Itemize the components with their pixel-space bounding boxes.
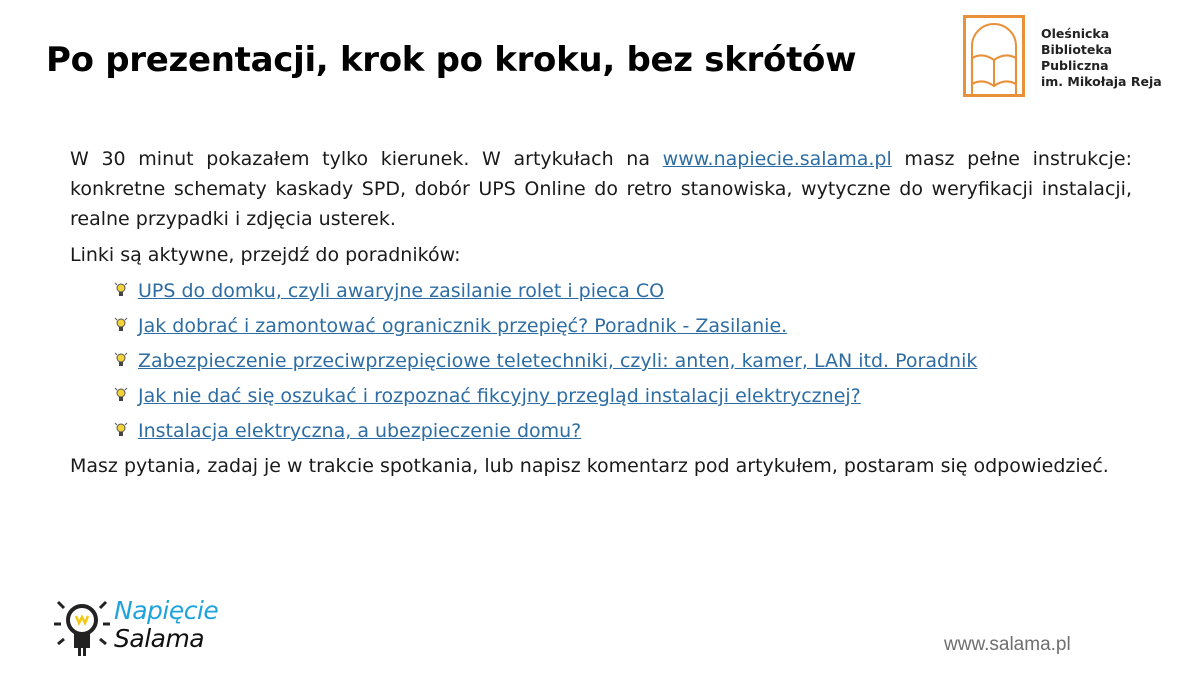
guide-link-surge-limiter[interactable]: Jak dobrać i zamontować ogranicznik przepięć? Poradnik - Zasilanie. — [138, 315, 788, 337]
list-item — [114, 276, 1132, 306]
lightbulb-icon — [114, 317, 128, 333]
library-logo — [963, 15, 1183, 103]
library-name-line: im. Mikołaja Reja — [1041, 74, 1162, 89]
list-item — [114, 416, 1132, 446]
footer-site-url: www.salama.pl — [944, 634, 1071, 655]
list-item — [114, 346, 1132, 376]
napiecie-site-link[interactable]: www.napiecie.salama.pl — [662, 148, 892, 170]
library-name-line: Oleśnicka — [1041, 26, 1110, 41]
library-name-line: Biblioteka — [1041, 42, 1113, 57]
lightbulb-icon — [114, 387, 128, 403]
intro-text: W 30 minut pokazałem tylko kierunek. W artykułach na — [70, 148, 663, 170]
slide-title: Po prezentacji, krok po kroku, bez skrótów — [46, 40, 857, 80]
list-item — [114, 381, 1132, 411]
guide-link-insurance[interactable]: Instalacja elektryczna, a ubezpieczenie domu? — [138, 420, 582, 442]
links-intro: Linki są aktywne, przejdź do poradników: — [70, 244, 461, 266]
lightbulb-plug-icon — [52, 596, 112, 660]
lightbulb-icon — [114, 352, 128, 368]
napiecie-salama-logo — [52, 596, 232, 660]
library-name-line: Publiczna — [1041, 58, 1109, 73]
logo-text-napiecie: Napięcie — [114, 596, 219, 625]
list-item — [114, 311, 1132, 341]
guide-link-ups[interactable]: UPS do domku, czyli awaryjne zasilanie rolet i pieca CO — [138, 280, 665, 302]
guide-link-teletechnics[interactable]: Zabezpieczenie przeciwprzepięciowe teletechniki, czyli: anten, kamer, LAN itd. Poradnik — [138, 350, 978, 372]
lightbulb-icon — [114, 282, 128, 298]
closing-paragraph: Masz pytania, zadaj je w trakcie spotkania, lub napisz komentarz pod artykułem, postaram się odpowiedzieć. — [70, 455, 1109, 477]
guide-links-list — [114, 276, 1132, 446]
lightbulb-icon — [114, 422, 128, 438]
intro-text-rest: masz pełne instrukcje: konkretne schematy kaskady SPD, dobór UPS Online do retro stanowiska, wytyczne do weryfikacji instalacji, realne przypadki i zdjęcia usterek. — [70, 148, 1132, 230]
book-arch-icon — [963, 15, 1025, 97]
logo-text-salama: Salama — [114, 624, 205, 653]
guide-link-inspection[interactable]: Jak nie dać się oszukać i rozpoznać fikcyjny przegląd instalacji elektrycznej? — [138, 385, 861, 407]
slide-body — [70, 144, 1132, 487]
intro-paragraph — [70, 144, 1132, 234]
